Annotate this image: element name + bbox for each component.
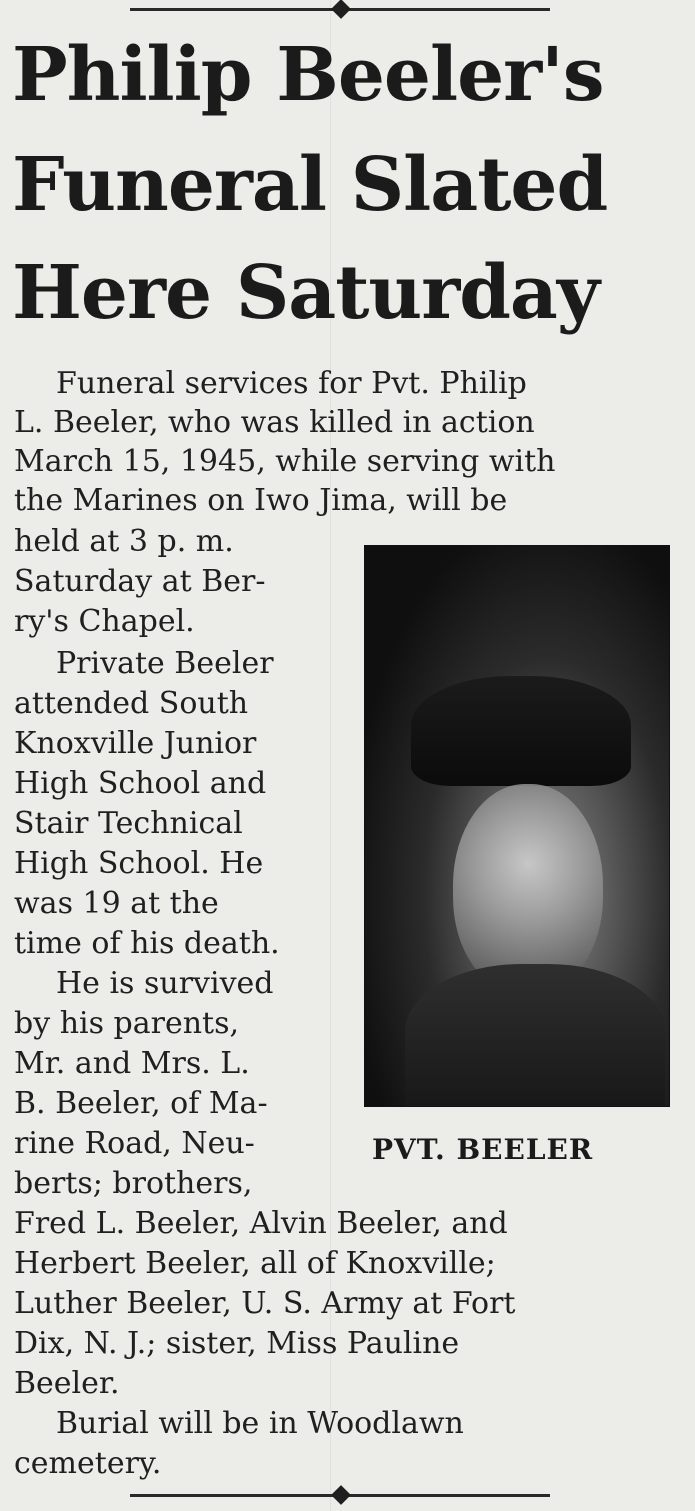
body-line: Private Beeler	[56, 646, 274, 681]
body-line: He is survived	[56, 966, 274, 1001]
body-line: Burial will be in Woodlawn	[56, 1406, 464, 1441]
body-line: Fred L. Beeler, Alvin Beeler, and	[14, 1206, 508, 1241]
body-line: Herbert Beeler, all of Knoxville;	[14, 1246, 496, 1281]
body-line: was 19 at the	[14, 886, 219, 921]
body-line: Dix, N. J.; sister, Miss Pauline	[14, 1326, 460, 1361]
top-ornament-icon	[331, 0, 351, 19]
body-line: attended South	[14, 686, 249, 721]
body-line: Saturday at Ber-	[14, 564, 266, 599]
headline-line-3: Here Saturday	[12, 250, 599, 336]
body-line: held at 3 p. m.	[14, 524, 234, 559]
body-line: Beeler.	[14, 1366, 120, 1401]
face-shape	[453, 784, 603, 994]
portrait-photo	[364, 545, 670, 1107]
headline-line-2: Funeral Slated	[12, 142, 608, 228]
body-line: by his parents,	[14, 1006, 240, 1041]
body-line: L. Beeler, who was killed in action	[14, 405, 535, 440]
body-line: Stair Technical	[14, 806, 243, 841]
bottom-ornament-icon	[331, 1485, 351, 1505]
body-line: ry's Chapel.	[14, 604, 195, 639]
photo-caption: PVT. BEELER	[372, 1133, 594, 1166]
body-line: B. Beeler, of Ma-	[14, 1086, 268, 1121]
body-line: Luther Beeler, U. S. Army at Fort	[14, 1286, 516, 1321]
uniform-shape	[405, 964, 665, 1107]
cap-shape	[411, 676, 631, 786]
body-line: the Marines on Iwo Jima, will be	[14, 483, 508, 518]
body-line: cemetery.	[14, 1446, 162, 1481]
body-line: High School. He	[14, 846, 264, 881]
headline-line-1: Philip Beeler's	[12, 32, 604, 118]
body-line: Funeral services for Pvt. Philip	[56, 366, 527, 401]
body-line: rine Road, Neu-	[14, 1126, 255, 1161]
body-line: time of his death.	[14, 926, 280, 961]
body-line: March 15, 1945, while serving with	[14, 444, 556, 479]
body-line: berts; brothers,	[14, 1166, 253, 1201]
body-line: High School and	[14, 766, 267, 801]
body-line: Mr. and Mrs. L.	[14, 1046, 250, 1081]
body-line: Knoxville Junior	[14, 726, 257, 761]
